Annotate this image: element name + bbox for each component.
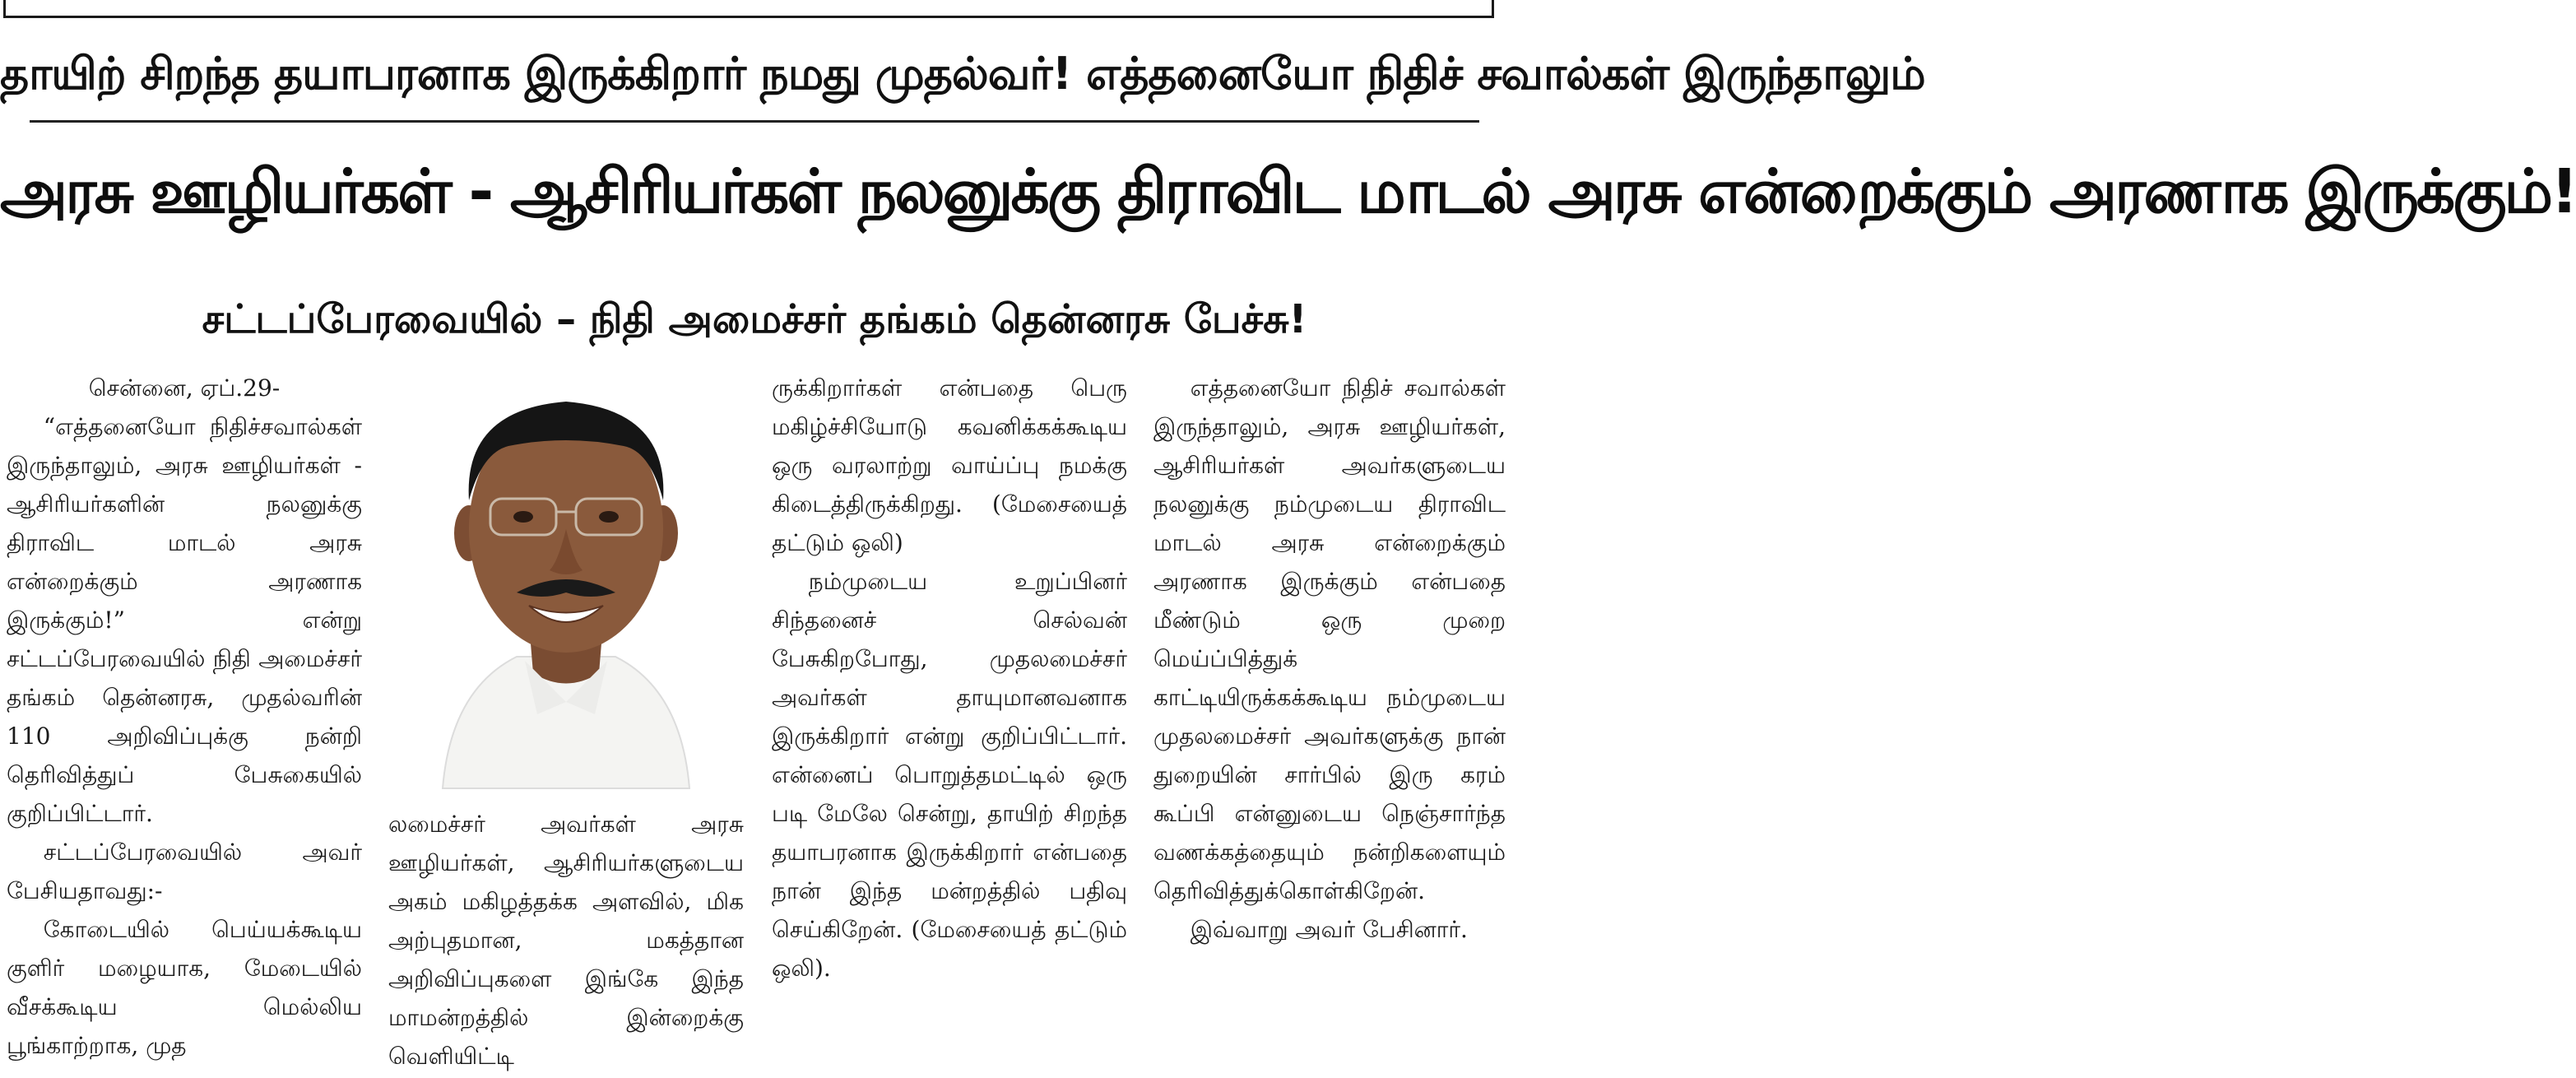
article-column-3 <box>772 369 1127 987</box>
headline-divider <box>30 120 1479 123</box>
article-paragraph: கோடையில் பெய்யக்கூடிய குளிர் மழையாக, மேடையில் வீசக்கூடிய மெல்லிய பூங்காற்றாக, முத <box>7 916 362 1059</box>
article-paragraph: “எத்தனையோ நிதிச்சவால்கள் இருந்தாலும், அரசு ஊழியர்கள் - ஆசிரியர்களின் நலனுக்கு திராவிட மாடல் அரசு என்றைக்கும் அரணாக இருக்கும்!” என்று சட்டப்பேரவையில் நிதி அமைச்சர் தங்கம் தென்னரசு, முதல்வரின் 110 அறிவிப்புக்கு நன்றி தெரிவித்துப் பேசுகையில் குறிப்பிட்டார். <box>7 413 362 827</box>
top-border-box <box>3 0 1494 18</box>
article-paragraph: நம்முடைய உறுப்பினர் சிந்தனைச் செல்வன் பேசுகிறபோது, முதலமைச்சர் அவர்கள் தாயுமானவனாக இருக்கிறார் என்று குறிப்பிட்டார். என்னைப் பொறுத்தமட்டில் ஒரு படி மேலே சென்று, தாயிற் சிறந்த தயாபரனாக இருக்கிறார் என்பதை நான் இந்த மன்றத்தில் பதிவு செய்கிறேன். (மேசையைத் தட்டும் ஒலி). <box>772 568 1127 982</box>
minister-portrait-photo <box>393 377 739 788</box>
article-column-4 <box>1153 369 1506 949</box>
article-column-1 <box>7 369 362 1065</box>
article-paragraph: எத்தனையோ நிதிச் சவால்கள் இருந்தாலும், அரசு ஊழியர்கள், ஆசிரியர்கள் அவர்களுடைய நலனுக்கு நம்முடைய திராவிட மாடல் அரசு என்றைக்கும் அரணாக இருக்கும் என்பதை மீண்டும் ஒரு முறை மெய்ப்பித்துக் காட்டியிருக்கக்கூடிய நம்முடைய முதலமைச்சர் அவர்களுக்கு நான் துறையின் சார்பில் இரு கரம் கூப்பி என்னுடைய நெஞ்சார்ந்த வணக்கத்தையும் நன்றிகளையும் தெரிவித்துக்கொள்கிறேன். <box>1153 374 1506 904</box>
article-paragraph: சட்டப்பேரவையில் அவர் பேசியதாவது:- <box>7 839 362 904</box>
main-headline: அரசு ஊழியர்கள் - ஆசிரியர்கள் நலனுக்கு திராவிட மாடல் அரசு என்றைக்கும் அரணாக இருக்கும்! <box>0 156 2576 227</box>
article-column-2 <box>388 805 744 1076</box>
sub-headline: சட்டப்பேரவையில் – நிதி அமைச்சர் தங்கம் தென்னரசு பேச்சு! <box>202 296 1307 342</box>
article-paragraph: லமைச்சர் அவர்கள் அரசு ஊழியர்கள், ஆசிரியர்களுடைய அகம் மகிழத்தக்க அளவில், மிக அற்புதமான, மகத்தான அறிவிப்புகளை இங்கே இந்த மாமன்றத்தில் இன்றைக்கு வெளியிட்டி <box>388 811 744 1070</box>
article-paragraph: ருக்கிறார்கள் என்பதை பெரு மகிழ்ச்சியோடு கவனிக்கக்கூடிய ஒரு வரலாற்று வாய்ப்பு நமக்கு கிடைத்திருக்கிறது. (மேசையைத் தட்டும் ஒலி) <box>772 374 1127 556</box>
dateline: சென்னை, ஏப்.29- <box>88 374 281 402</box>
article-paragraph: இவ்வாறு அவர் பேசினார். <box>1190 916 1468 943</box>
kicker-headline: தாயிற் சிறந்த தயாபரனாக இருக்கிறார் நமது முதல்வர்! எத்தனையோ நிதிச் சவால்கள் இருந்தாலும் <box>0 48 1925 100</box>
portrait-illustration <box>393 377 739 788</box>
